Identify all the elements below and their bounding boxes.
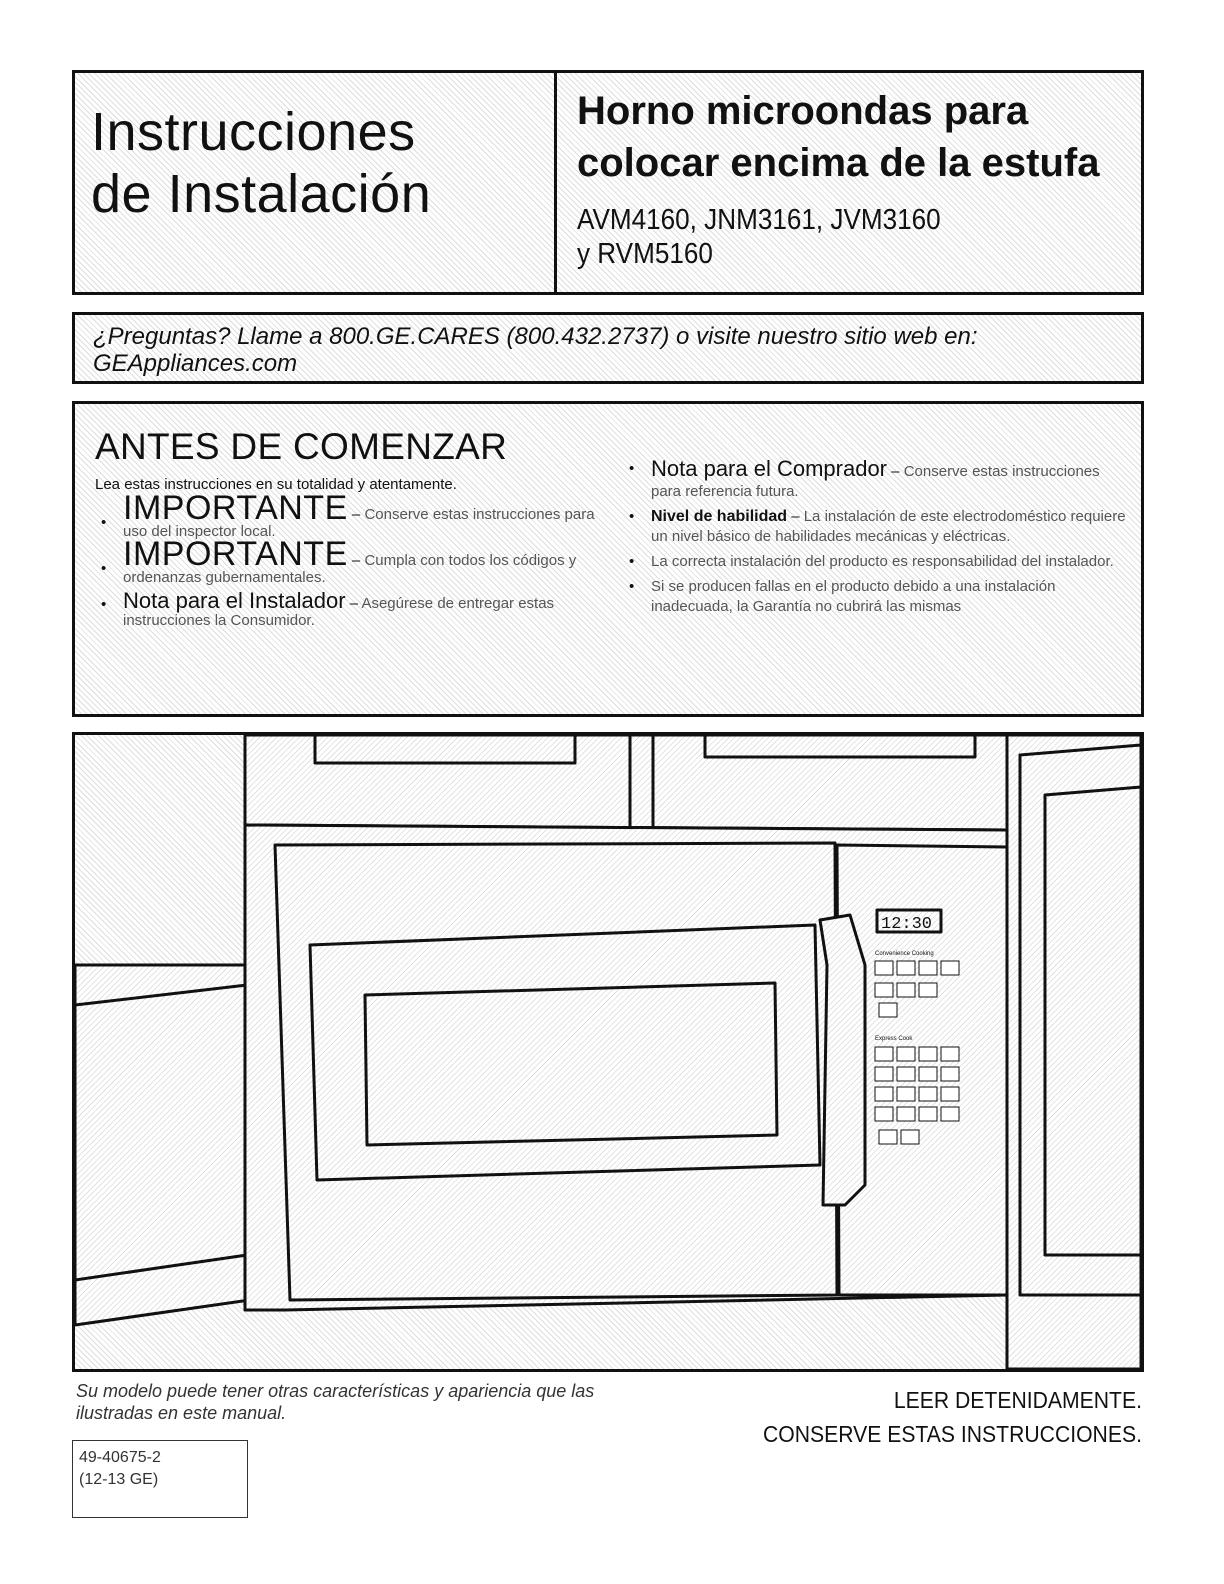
- panel-label: Convenience Cooking: [875, 951, 934, 957]
- questions-box: [72, 312, 1144, 384]
- keypad-button: [875, 1047, 893, 1061]
- models-line1: AVM4160, JNM3161, JVM3160: [577, 204, 941, 236]
- keypad-button: [919, 1107, 937, 1121]
- keypad-button: [897, 961, 915, 975]
- models-line2: y RVM5160: [577, 238, 713, 270]
- before-you-begin-box: [72, 401, 1144, 717]
- bullet-skill-level: [623, 507, 1133, 547]
- bullet-dot: •: [101, 514, 107, 531]
- product-cell: [557, 73, 1141, 292]
- keypad-button: [919, 1047, 937, 1061]
- bullet-sep: –: [887, 463, 904, 480]
- bullet-dot: •: [629, 578, 635, 595]
- bullet-head: IMPORTANTE: [123, 535, 348, 573]
- model-numbers: [577, 203, 1085, 271]
- bullet-text: La correcta instalación del producto es responsabilidad del instalador.: [651, 553, 1114, 570]
- bullet-head: Nota para el Instalador: [123, 588, 346, 613]
- intro-text: Lea estas instrucciones en su totalidad y atentamente.: [95, 476, 457, 493]
- keypad-button: [901, 1130, 919, 1144]
- keypad-button: [897, 1067, 915, 1081]
- keypad-button: [897, 983, 915, 997]
- bullet-dot: •: [101, 560, 107, 577]
- read-line2: CONSERVE ESTAS INSTRUCCIONES.: [763, 1421, 1142, 1447]
- bullet-text: Conserve estas instrucciones para referencia futura.: [651, 463, 1100, 500]
- read-line1: LEER DETENIDAMENTE.: [893, 1387, 1142, 1413]
- keypad-button: [941, 1107, 959, 1121]
- header-box: [72, 70, 1144, 295]
- keypad-button: [941, 1087, 959, 1101]
- bullet-important-1: [95, 489, 595, 540]
- keypad-button: [941, 961, 959, 975]
- keypad-button: [919, 983, 937, 997]
- bullet-text: Asegúrese de entregar estas instrucciones la Consumidor.: [123, 595, 555, 629]
- bullet-dot: •: [629, 553, 635, 570]
- door-handle: [820, 915, 865, 1205]
- section-title: ANTES DE COMENZAR: [95, 426, 508, 467]
- keypad-button: [941, 1047, 959, 1061]
- questions-line1: ¿Preguntas? Llame a 800.GE.CARES (800.432.2737) o visite nuestro sitio web en:: [93, 323, 978, 350]
- bullet-warranty: [623, 577, 1133, 617]
- bullet-installer-note: [95, 588, 595, 629]
- doc-number-line1: 49-40675-2: [79, 1449, 161, 1466]
- keypad-button: [919, 961, 937, 975]
- keypad-button: [875, 1087, 893, 1101]
- keypad-button: [919, 1067, 937, 1081]
- display-time: 12:30: [881, 915, 933, 934]
- website-link[interactable]: GEAppliances.com: [93, 350, 298, 377]
- bullet-text: Si se producen fallas en el producto debido a una instalación inadecuada, la Garantía no cubrirá las mismas: [651, 578, 1056, 615]
- subtitle-line2: colocar encima de la estufa: [577, 141, 1100, 185]
- keypad-button: [919, 1087, 937, 1101]
- product-subtitle: [577, 85, 1141, 189]
- caption: Su modelo puede tener otras características y apariencia que las ilustradas en este manual.: [76, 1381, 595, 1423]
- keypad-button: [897, 1107, 915, 1121]
- before-right-column: [623, 456, 1133, 622]
- keypad-button: [941, 1067, 959, 1081]
- keypad-button: [879, 1003, 897, 1017]
- before-left-column: [95, 404, 595, 629]
- keypad-button: [875, 1067, 893, 1081]
- keypad-button: [897, 1047, 915, 1061]
- bullet-dot: •: [629, 460, 635, 477]
- document-title: [91, 101, 554, 225]
- bullet-head: Nota para el Comprador: [651, 456, 888, 481]
- bullet-important-2: [95, 535, 595, 586]
- read-carefully-notice: [730, 1383, 1142, 1451]
- keypad-button: [897, 1087, 915, 1101]
- doc-number-line2: (12-13 GE): [79, 1471, 159, 1488]
- keypad-button: [875, 1107, 893, 1121]
- bullet-text: Cumpla con todos los códigos y ordenanzas gubernamentales.: [123, 552, 577, 586]
- bullet-sep: –: [787, 508, 804, 525]
- bullet-sep: –: [345, 595, 362, 612]
- bullet-sep: –: [347, 552, 365, 569]
- document-number-box: [72, 1440, 248, 1518]
- bullet-head: IMPORTANTE: [123, 489, 348, 527]
- bullet-text: La instalación de este electrodoméstico requiere un nivel básico de habilidades mecánicas y eléctricas.: [651, 508, 1126, 545]
- bullet-buyer-note: [623, 456, 1133, 502]
- bullet-dot: •: [101, 596, 107, 613]
- door-window: [365, 983, 777, 1145]
- subtitle-line1: Horno microondas para: [577, 89, 1029, 133]
- title-line2: de Instalación: [91, 164, 432, 224]
- bullet-head: Nivel de habilidad: [651, 508, 788, 525]
- right-cabinet: [1007, 735, 1141, 1369]
- keypad-button: [875, 961, 893, 975]
- keypad-button: [875, 983, 893, 997]
- microwave-drawing: [75, 735, 1141, 1369]
- bullet-dot: •: [629, 508, 635, 525]
- express-label: Express Cook: [875, 1036, 913, 1042]
- microwave-illustration: [72, 732, 1144, 1372]
- bullet-text: Conserve estas instrucciones para uso del inspector local.: [123, 506, 595, 540]
- title-cell: [75, 73, 557, 292]
- bullet-installer-responsibility: [623, 552, 1133, 572]
- keypad-button: [879, 1130, 897, 1144]
- title-line1: Instrucciones: [91, 102, 416, 162]
- bullet-sep: –: [347, 506, 365, 523]
